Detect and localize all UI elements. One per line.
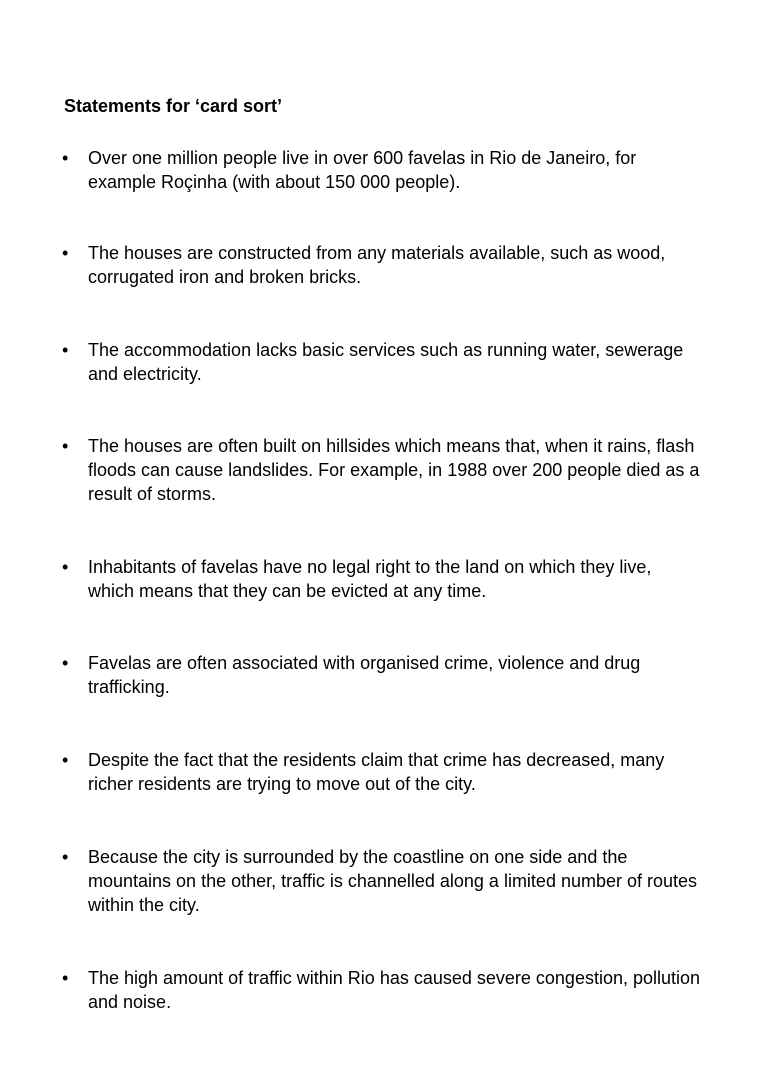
statement-item [62,748,702,796]
statement-text: Because the city is surrounded by the coastline on one side and the mountains on the other, traffic is channelled along a limited number of routes within the city. [88,847,698,915]
bullet-icon: • [62,653,69,673]
statement-text: The accommodation lacks basic services such as running water, sewerage and electricity. [88,340,684,384]
statement-text: Inhabitants of favelas have no legal right to the land on which they live, which means that they can be evicted at any time. [88,557,652,601]
bullet-icon: • [62,243,69,263]
statement-text: The high amount of traffic within Rio has caused severe congestion, pollution and noise. [88,968,701,1012]
statement-item [62,845,702,917]
bullet-icon: • [62,968,69,988]
statement-text: Over one million people live in over 600 favelas in Rio de Janeiro, for example Roçinha (with about 150 000 people). [88,148,637,192]
bullet-icon: • [62,557,69,577]
statement-item [62,146,702,194]
statement-text: Favelas are often associated with organised crime, violence and drug trafficking. [88,653,641,697]
bullet-icon: • [62,847,69,867]
bullet-icon: • [62,750,69,770]
statement-item [62,434,702,506]
statement-text: The houses are constructed from any materials available, such as wood, corrugated iron and broken bricks. [88,243,666,287]
statement-item [62,338,702,386]
bullet-icon: • [62,340,69,360]
statement-item [62,966,702,1014]
statement-item [62,241,702,289]
page-title: Statements for ‘card sort’ [64,96,283,116]
statement-item [62,651,702,699]
statement-item [62,555,702,603]
statement-text: Despite the fact that the residents claim that crime has decreased, many richer residents are trying to move out of the city. [88,750,665,794]
bullet-icon: • [62,436,69,456]
statement-text: The houses are often built on hillsides which means that, when it rains, flash floods can cause landslides. For example, in 1988 over 200 people died as a result of storms. [88,436,700,504]
bullet-icon: • [62,148,69,168]
